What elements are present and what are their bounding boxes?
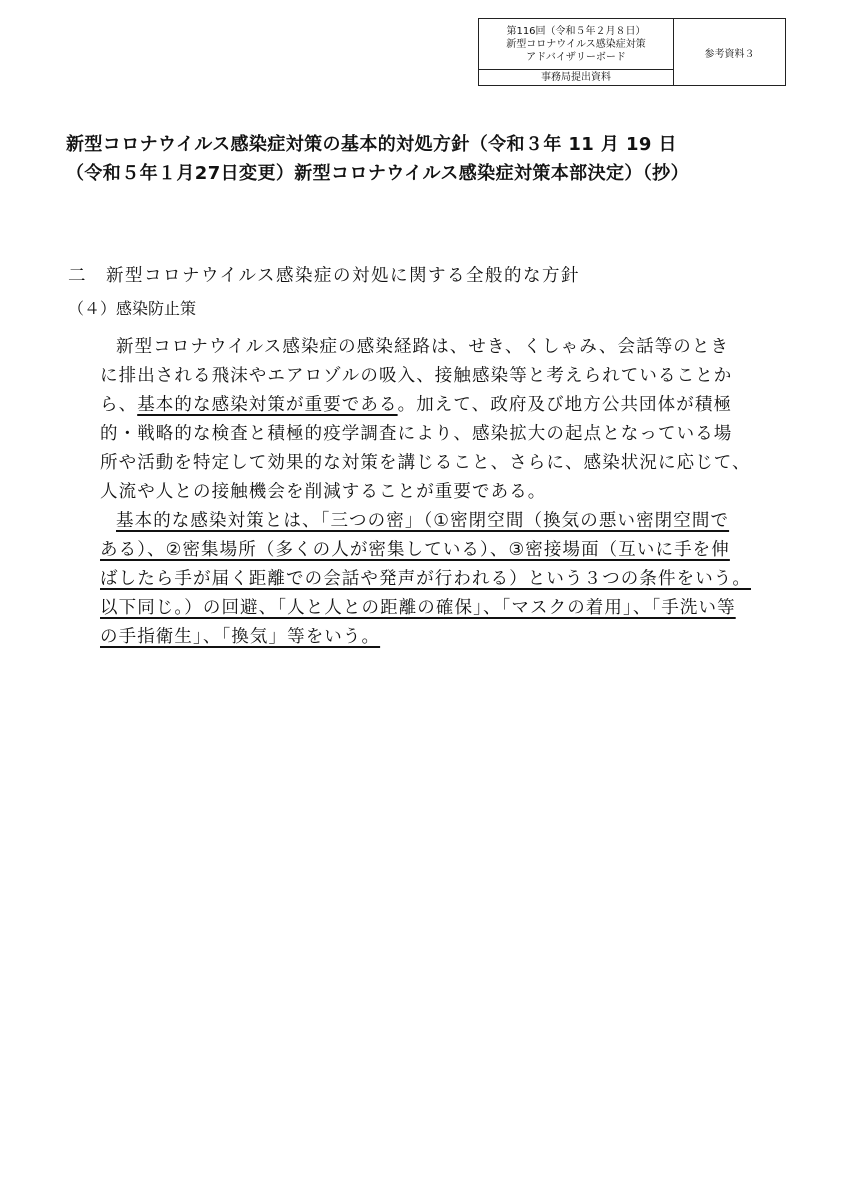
para1-line1: 新型コロナウイルス感染症の感染経路は、せき、くしゃみ、会話等のとき — [116, 337, 730, 357]
title-line1: 新型コロナウイルス感染症対策の基本的対処方針（令和３年 11 月 19 日 — [66, 134, 677, 155]
para1-line2: に排出される飛沫やエアロゾルの吸入、接触感染等と考えられていることか — [100, 366, 733, 386]
para2-line1 — [100, 507, 751, 536]
para1-line6: 人流や人との接触機会を削減することが重要である。 — [100, 482, 547, 502]
board-name-line2: アドバイザリーボード — [526, 51, 626, 63]
document-title — [66, 130, 786, 188]
para1-line3-post: 。加えて、政府及び地方公共団体が積極 — [397, 395, 733, 415]
para2-line2 — [100, 536, 751, 565]
para1-line3 — [100, 391, 751, 420]
board-name-line1: 新型コロナウイルス感染症対策 — [506, 38, 646, 50]
para2-line1-text: 基本的な感染対策とは、「三つの密」（①密閉空間（換気の悪い密閉空間で — [116, 511, 730, 531]
para2-line2-text: ある）、②密集場所（多くの人が密集している）、③密接場面（互いに手を伸 — [100, 540, 730, 560]
para2-line3-text: ばしたら手が届く距離での会話や発声が行われる）という３つの条件をいう。 — [100, 569, 751, 589]
underlined-key-phrase: 基本的な感染対策が重要である — [137, 395, 398, 415]
para2-line3 — [100, 565, 751, 594]
document-header-box — [478, 18, 786, 86]
para1-line3-pre: ら、 — [100, 395, 138, 415]
para2-line4 — [100, 594, 751, 623]
para1-line5: 所や活動を特定して効果的な対策を講じること、さらに、感染状況に応じて、 — [100, 453, 751, 473]
section-heading: 二 新型コロナウイルス感染症の対処に関する全般的な方針 — [68, 266, 580, 286]
meeting-number: 第116回（令和５年２月８日） — [506, 25, 646, 37]
para1-line4: 的・戦略的な検査と積極的疫学調査により、感染拡大の起点となっている場 — [100, 424, 733, 444]
para2-line5-text: の手指衛生」、「換気」等をいう。 — [100, 627, 381, 647]
reference-label: 参考資料３ — [704, 48, 755, 60]
header-left-cell — [479, 19, 674, 85]
body-text — [100, 333, 751, 652]
para2-line5 — [100, 623, 751, 652]
subsection-heading: （４）感染防止策 — [68, 299, 197, 318]
meeting-info — [479, 19, 673, 69]
para2-line4-text: 以下同じ。）の回避、「人と人との距離の確保」、「マスクの着用」、「手洗い等 — [100, 598, 736, 618]
title-line2: （令和５年１月27日変更）新型コロナウイルス感染症対策本部決定）（抄） — [66, 163, 689, 184]
submitted-by: 事務局提出資料 — [479, 69, 673, 85]
